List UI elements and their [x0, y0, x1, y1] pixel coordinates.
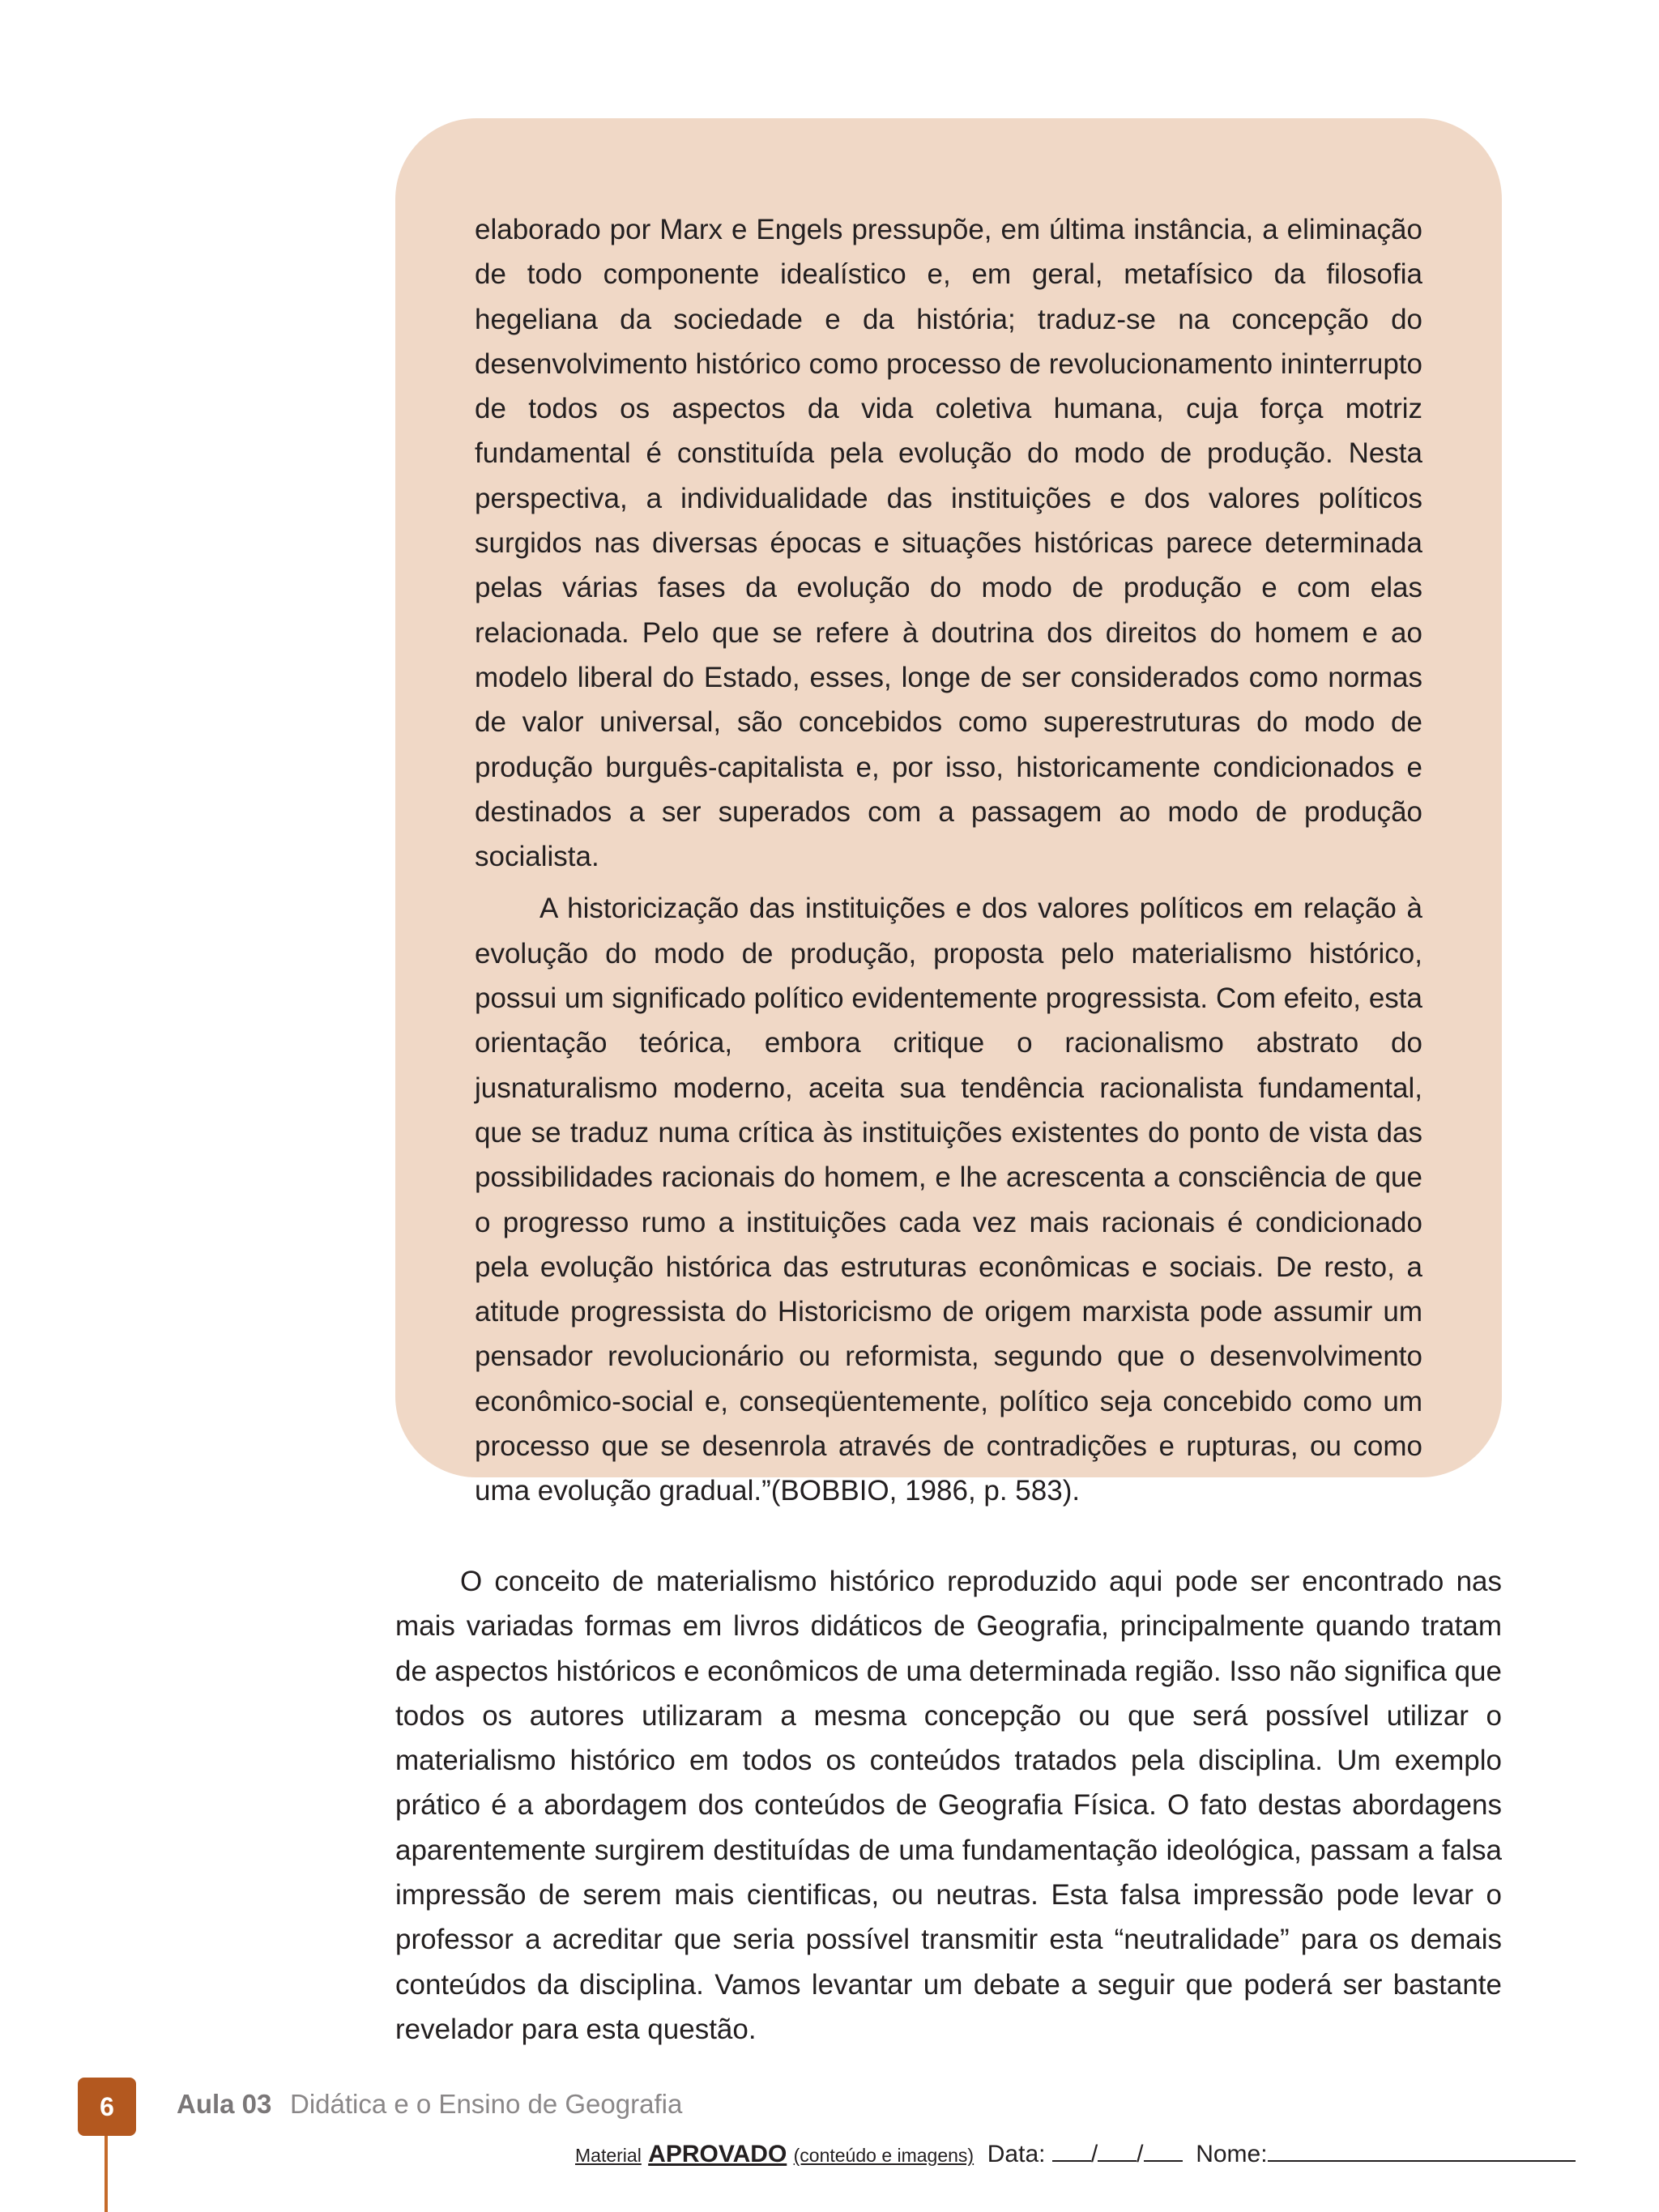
date-month-field[interactable] — [1098, 2139, 1137, 2162]
quote-text — [475, 207, 1422, 1514]
margin-rule — [104, 2136, 108, 2212]
name-field[interactable] — [1268, 2139, 1576, 2162]
date-day-field[interactable] — [1052, 2139, 1091, 2162]
stamp-material: Material — [575, 2145, 642, 2166]
lesson-label: Aula 03 — [177, 2089, 272, 2119]
page-number-badge: 6 — [78, 2078, 136, 2136]
stamp-date-label: Data: — [987, 2141, 1046, 2167]
stamp-name-label: Nome: — [1196, 2141, 1268, 2167]
quote-paragraph-2: A historicização das instituições e dos valores políticos em relação à evolução do modo de produção, proposta pelo materialismo histórico, possui um significado político evidentemente progressista. Com efeito, esta orientação teórica, embora critique o racionalismo abstrato do jusnaturalismo moderno, aceita sua tendência racionalista fundamental, que se traduz numa crítica às instituições existentes do ponto de vista das possibilidades racionais do homem, e lhe acrescenta a consciência de que o progresso rumo a instituições cada vez mais racionais é condicionado pela evolução histórica das estruturas econômicas e sociais. De resto, a atitude progressista do Historicismo de origem marxista pode assumir um pensador revolucionário ou reformista, segundo que o desenvolvimento econômico-social e, conseqüentemente, político seja concebido como um processo que se desenrola através de contradições e rupturas, ou como uma evolução gradual.”(BOBBIO, 1986, p. 583). — [475, 893, 1422, 1507]
stamp-approved: APROVADO — [648, 2141, 787, 2167]
course-title: Didática e o Ensino de Geografia — [290, 2089, 683, 2119]
approval-stamp: Material APROVADO (conteúdo e imagens) Data: / / Nome: — [575, 2139, 1576, 2168]
body-paragraph: O conceito de materialismo histórico reproduzido aqui pode ser encontrado nas mais variadas formas em livros didáticos de Geografia, principalmente quando tratam de aspectos históricos e econômicos de uma determinada região. Isso não significa que todos os autores utilizaram a mesma concepção ou que será possível utilizar o materialismo histórico em todos os conteúdos tratados pela disciplina. Um exemplo prático é a abordagem dos conteúdos de Geografia Física. O fato destas abordagens aparentemente surgirem destituídas de uma fundamentação ideológica, passam a falsa impressão de serem mais cientificas, ou neutras. Esta falsa impressão pode levar o professor a acreditar que seria possível transmitir esta “neutralidade” para os demais conteúdos da disciplina. Vamos levantar um debate a seguir que poderá ser bastante revelador para esta questão. — [395, 1566, 1502, 2045]
date-year-field[interactable] — [1144, 2139, 1183, 2162]
quote-paragraph-1: elaborado por Marx e Engels pressupõe, em última instância, a eliminação de todo componente idealístico e, em geral, metafísico da filosofia hegeliana da sociedade e da história; traduz-se na concepção do desenvolvimento histórico como processo de revolucionamento ininterrupto de todos os aspectos da vida coletiva humana, cuja força motriz fundamental é constituída pela evolução do modo de produção. Nesta perspectiva, a individualidade das instituições e dos valores políticos surgidos nas diversas épocas e situações históricas parece determinada pelas várias fases da evolução do modo de produção e com elas relacionada. Pelo que se refere à doutrina dos direitos do homem e ao modelo liberal do Estado, esses, longe de ser considerados como normas de valor universal, são concebidos como superestruturas do modo de produção burguês-capitalista e, por isso, historicamente condicionados e destinados a ser superados com a passagem ao modo de produção socialista. — [475, 214, 1422, 873]
stamp-note: (conteúdo e imagens) — [793, 2145, 975, 2166]
